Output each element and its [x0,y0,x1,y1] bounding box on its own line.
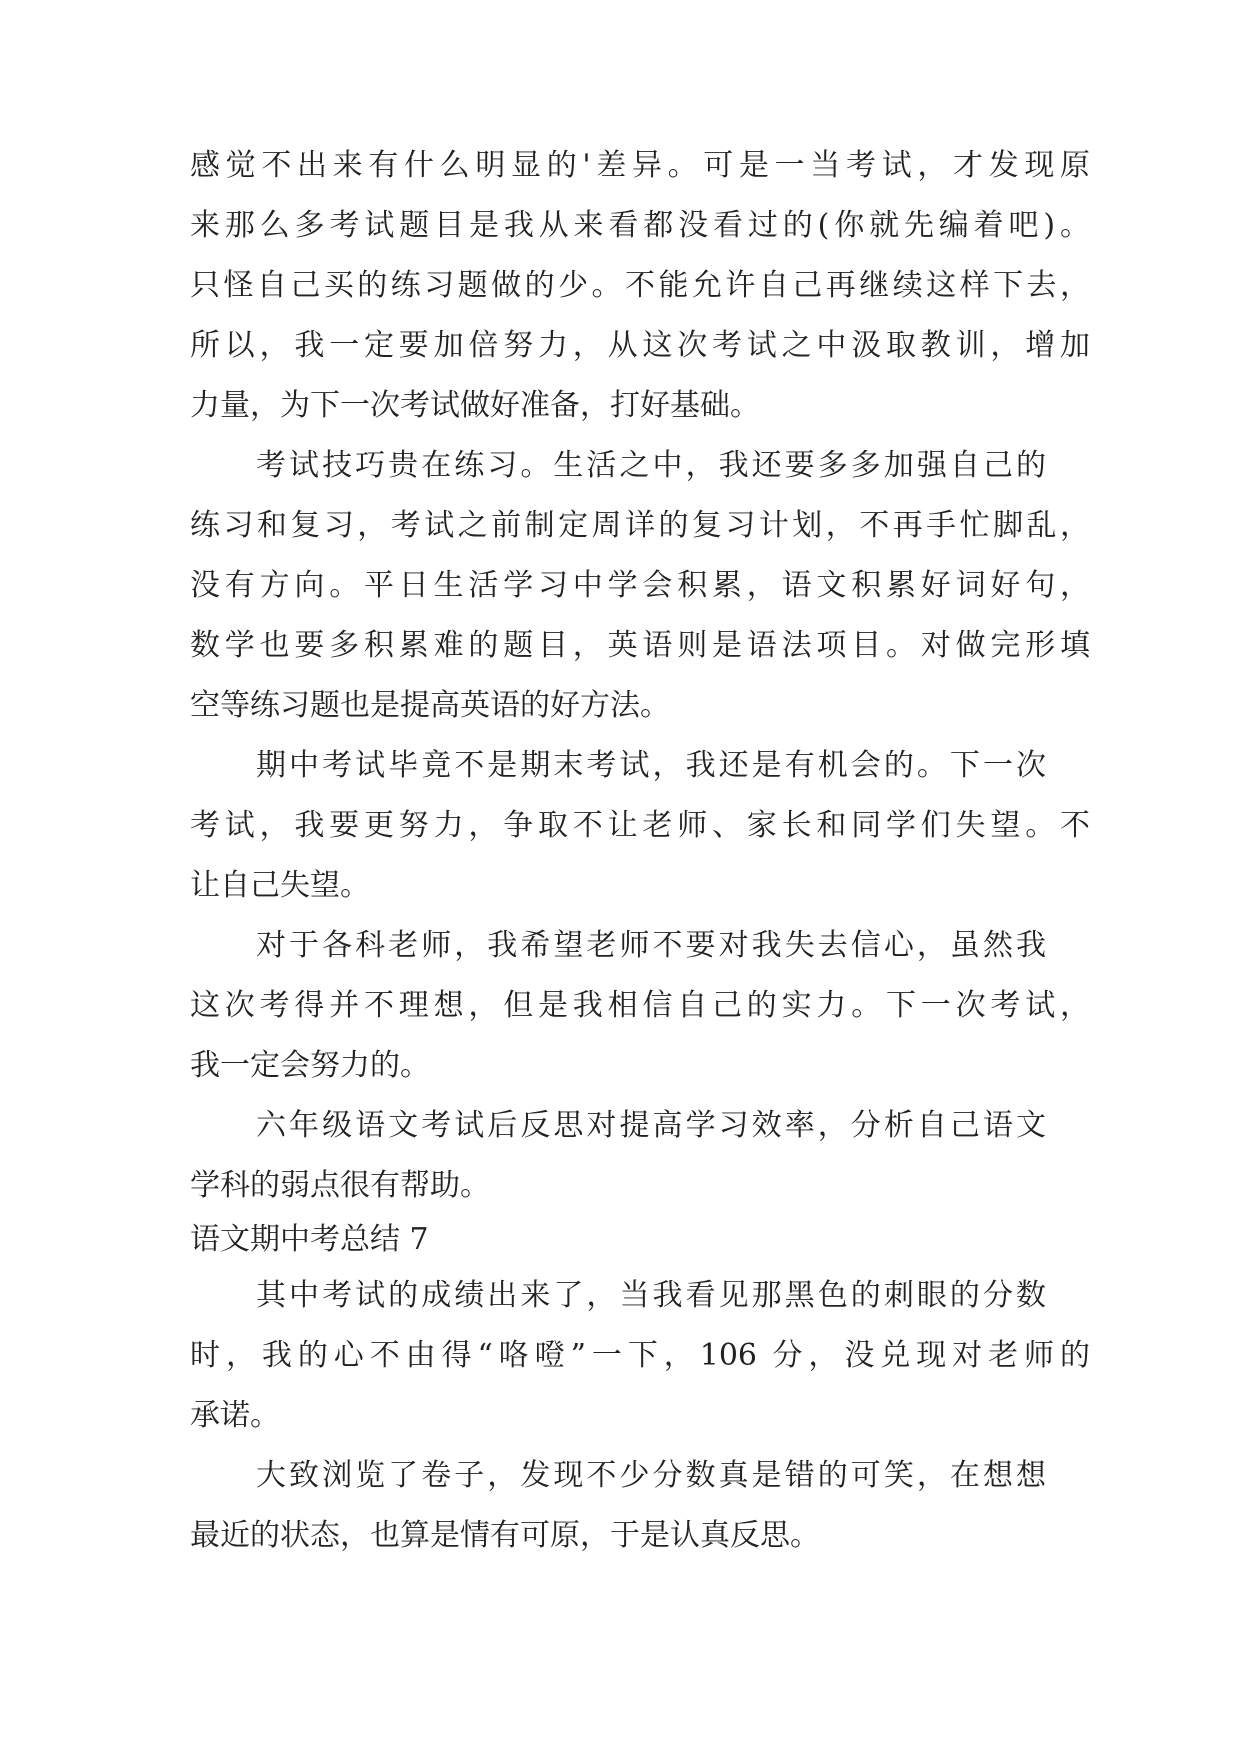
text-line: 这次考得并不理想，但是我相信自己的实力。下一次考试， [190,988,1090,1023]
text-line: 空等练习题也是提高英语的好方法。 [190,688,670,723]
text-line: 学科的弱点很有帮助。 [190,1168,490,1203]
text-line: 承诺。 [190,1398,280,1433]
text-line: 练习和复习，考试之前制定周详的复习计划，不再手忙脚乱， [190,508,1090,543]
text-line: 没有方向。平日生活学习中学会积累，语文积累好词好句， [190,568,1090,603]
text-line: 我一定会努力的。 [190,1048,430,1083]
text-line: 时，我的心不由得“咯噔”一下，106 分，没兑现对老师的 [190,1338,1090,1373]
text-line: 来那么多考试题目是我从来看都没看过的(你就先编着吧)。 [190,208,1090,243]
text-line: 让自己失望。 [190,868,370,903]
paragraph-first-line: 其中考试的成绩出来了，当我看见那黑色的刺眼的分数 [256,1278,1046,1313]
section-heading: 语文期中考总结 7 [190,1222,429,1257]
text-line: 感觉不出来有什么明显的'差异。可是一当考试，才发现原 [190,148,1090,183]
text-line: 只怪自己买的练习题做的少。不能允许自己再继续这样下去， [190,268,1090,303]
paragraph-first-line: 六年级语文考试后反思对提高学习效率，分析自己语文 [256,1108,1046,1143]
paragraph-first-line: 期中考试毕竟不是期末考试，我还是有机会的。下一次 [256,748,1046,783]
paragraph-first-line: 对于各科老师，我希望老师不要对我失去信心，虽然我 [256,928,1046,963]
text-line: 所以，我一定要加倍努力，从这次考试之中汲取教训，增加 [190,328,1090,363]
text-line: 最近的状态，也算是情有可原，于是认真反思。 [190,1518,820,1553]
paragraph-first-line: 考试技巧贵在练习。生活之中，我还要多多加强自己的 [256,448,1046,483]
text-line: 数学也要多积累难的题目，英语则是语法项目。对做完形填 [190,628,1090,663]
text-line: 力量，为下一次考试做好准备，打好基础。 [190,388,760,423]
text-line: 考试，我要更努力，争取不让老师、家长和同学们失望。不 [190,808,1090,843]
paragraph-first-line: 大致浏览了卷子，发现不少分数真是错的可笑，在想想 [256,1458,1046,1493]
